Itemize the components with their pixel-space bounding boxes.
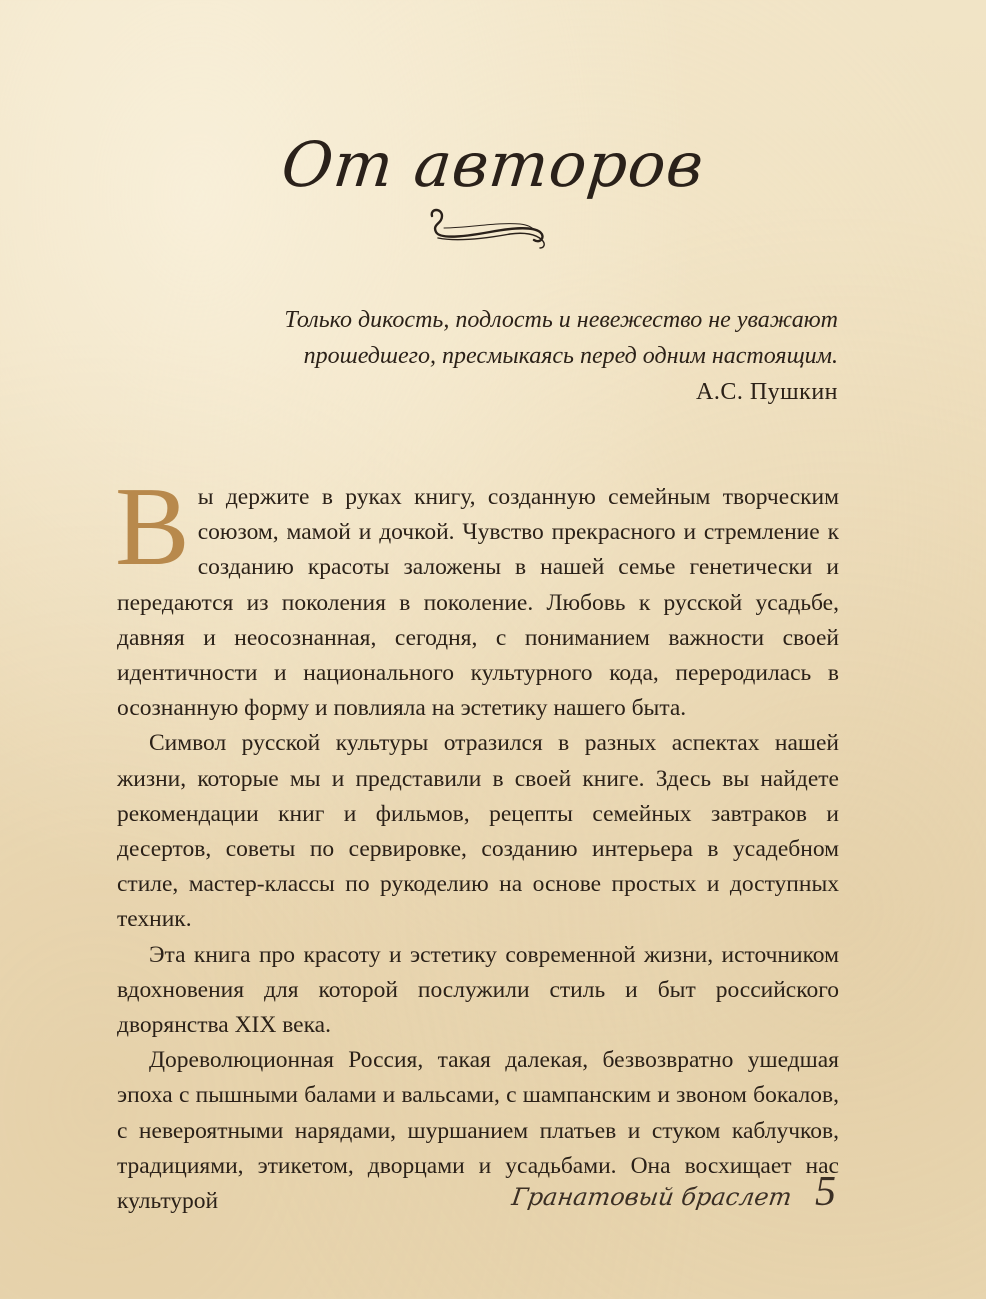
page-footer bbox=[509, 1168, 837, 1216]
paragraph: Дореволюционная Россия, такая далекая, безвозвратно ушедшая эпоха с пышными балами и вальсами, с шампанским и звоном бокалов, с невероятными нарядами, шуршанием платьев и стуком каблучков, традициями, этикетом, дворцами и усадьбами. Она восхищает нас культурой bbox=[117, 1047, 839, 1215]
paragraph: Символ русской культуры отразился в разных аспектах нашей жизни, которые мы и представили в своей книге. Здесь вы найдете рекомендации книг и фильмов, рецепты семейных завтраков и десертов, советы по сервировке, созданию интерьера в усадебном стиле, мастер-классы по рукоделию на основе простых и доступных техник. bbox=[117, 730, 839, 933]
drop-cap: В bbox=[115, 465, 190, 589]
page-number: 5 bbox=[815, 1169, 836, 1215]
epigraph-line: прошедшего, пресмыкаясь перед одним настоящим. bbox=[303, 343, 838, 369]
paragraph bbox=[115, 465, 839, 726]
epigraph bbox=[218, 302, 838, 410]
running-footer-title: Гранатовый браслет bbox=[509, 1183, 793, 1211]
epigraph-author: А.С. Пушкин bbox=[696, 379, 838, 405]
paragraph-text: ы держите в руках книгу, созданную семейным творческим союзом, мамой и дочкой. Чувство прекрасного и стремление к созданию красоты заложены в нашей семье генетически и передаются из поколения в поколение. Любовь к русской усадьбе, давняя и неосознанная, сегодня, с пониманием важности своей идентичности и национального культурного кода, переродилась в осознанную форму и повлияла на эстетику нашего быта. bbox=[117, 484, 839, 722]
body-text bbox=[115, 465, 839, 1219]
paragraph: Эта книга про красоту и эстетику современной жизни, источником вдохновения для которой послужили стиль и быт российского дворянства XIX века. bbox=[117, 941, 839, 1039]
flourish-ornament-icon bbox=[428, 206, 552, 250]
epigraph-line: Только дикость, подлость и невежество не уважают bbox=[284, 307, 838, 333]
page-title: От авторов bbox=[278, 128, 708, 201]
